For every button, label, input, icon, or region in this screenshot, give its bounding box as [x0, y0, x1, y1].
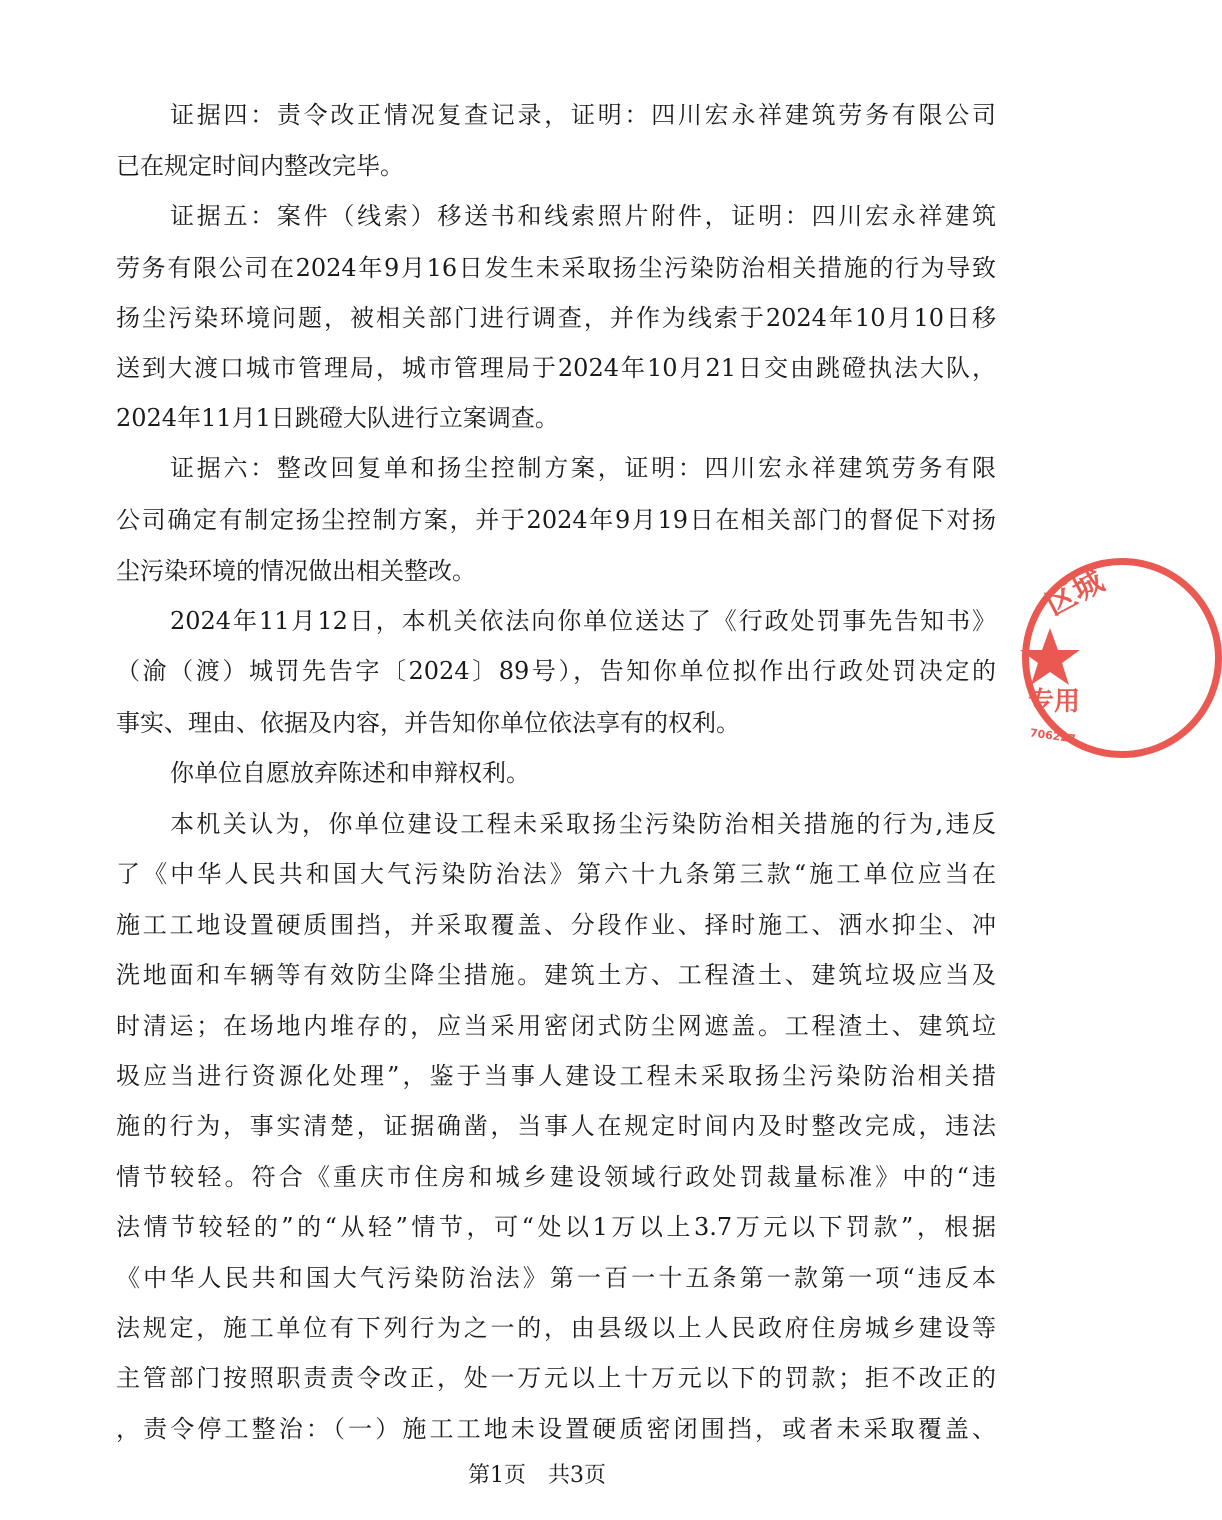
paragraph-line: 送到大渡口城市管理局，城市管理局于2024年10月21日交由跳磴执法大队，	[116, 354, 996, 382]
paragraph-line: 已在规定时间内整改完毕。	[116, 152, 404, 180]
paragraph-line: 2024年11月1日跳磴大队进行立案调查。	[116, 404, 559, 432]
paragraph-line: 尘污染环境的情况做出相关整改。	[116, 557, 476, 585]
seal-text-bottom: 专用	[1028, 687, 1081, 717]
paragraph-line: 情节较轻。符合《重庆市住房和城乡建设领域行政处罚裁量标准》中的“违	[116, 1163, 996, 1191]
paragraph-line: 公司确定有制定扬尘控制方案，并于2024年9月19日在相关部门的督促下对扬	[116, 506, 996, 534]
paragraph-line: 扬尘污染环境问题，被相关部门进行调查，并作为线索于2024年10月10日移	[116, 304, 996, 332]
paragraph-line: 法规定，施工单位有下列行为之一的，由县级以上人民政府住房城乡建设等	[116, 1314, 996, 1342]
paragraph-line: 主管部门按照职责责令改正，处一万元以上十万元以下的罚款；拒不改正的	[116, 1364, 996, 1392]
paragraph-line: 施工工地设置硬质围挡，并采取覆盖、分段作业、择时施工、洒水抑尘、冲	[116, 911, 996, 939]
paragraph-line: 法情节较轻的”的“从轻”情节，可“处以1万以上3.7万元以下罚款”，根据	[116, 1213, 996, 1241]
seal-code: 706227	[1029, 726, 1077, 746]
star-icon	[1020, 628, 1080, 685]
paragraph-line: ，责令停工整治：（一）施工工地未设置硬质密闭围挡，或者未采取覆盖、	[116, 1415, 996, 1443]
paragraph-line: 2024年11月12日，本机关依法向你单位送达了《行政处罚事先告知书》	[170, 607, 996, 635]
paragraph-line: 证据四：责令改正情况复查记录，证明：四川宏永祥建筑劳务有限公司	[170, 101, 996, 129]
paragraph-line: 了《中华人民共和国大气污染防治法》第六十九条第三款“施工单位应当在	[116, 860, 996, 888]
paragraph-line: 施的行为，事实清楚，证据确凿，当事人在规定时间内及时整改完成，违法	[116, 1112, 996, 1140]
official-seal	[1022, 558, 1222, 758]
paragraph-line: 你单位自愿放弃陈述和申辩权利。	[170, 759, 530, 787]
paragraph-line: 劳务有限公司在2024年9月16日发生未采取扬尘污染防治相关措施的行为导致	[116, 254, 996, 282]
paragraph-line: 洗地面和车辆等有效防尘降尘措施。建筑土方、工程渣土、建筑垃圾应当及	[116, 961, 996, 989]
paragraph-line: 证据五：案件（线索）移送书和线索照片附件，证明：四川宏永祥建筑	[170, 202, 996, 230]
paragraph-line: 时清运；在场地内堆存的，应当采用密闭式防尘网遮盖。工程渣土、建筑垃	[116, 1012, 996, 1040]
paragraph-line: 《中华人民共和国大气污染防治法》第一百一十五条第一款第一项“违反本	[116, 1264, 996, 1292]
paragraph-line: （渝（渡）城罚先告字〔2024〕89号），告知你单位拟作出行政处罚决定的	[116, 657, 996, 685]
paragraph-line: 事实、理由、依据及内容，并告知你单位依法享有的权利。	[116, 709, 740, 737]
paragraph-line: 证据六：整改回复单和扬尘控制方案，证明：四川宏永祥建筑劳务有限	[170, 454, 996, 482]
seal-text-top: 区城	[1040, 563, 1110, 623]
paragraph-line: 圾应当进行资源化处理”，鉴于当事人建设工程未采取扬尘污染防治相关措	[116, 1062, 996, 1090]
page-footer: 第1页 共3页	[468, 1463, 606, 1488]
paragraph-line: 本机关认为，你单位建设工程未采取扬尘污染防治相关措施的行为,违反	[170, 810, 996, 838]
